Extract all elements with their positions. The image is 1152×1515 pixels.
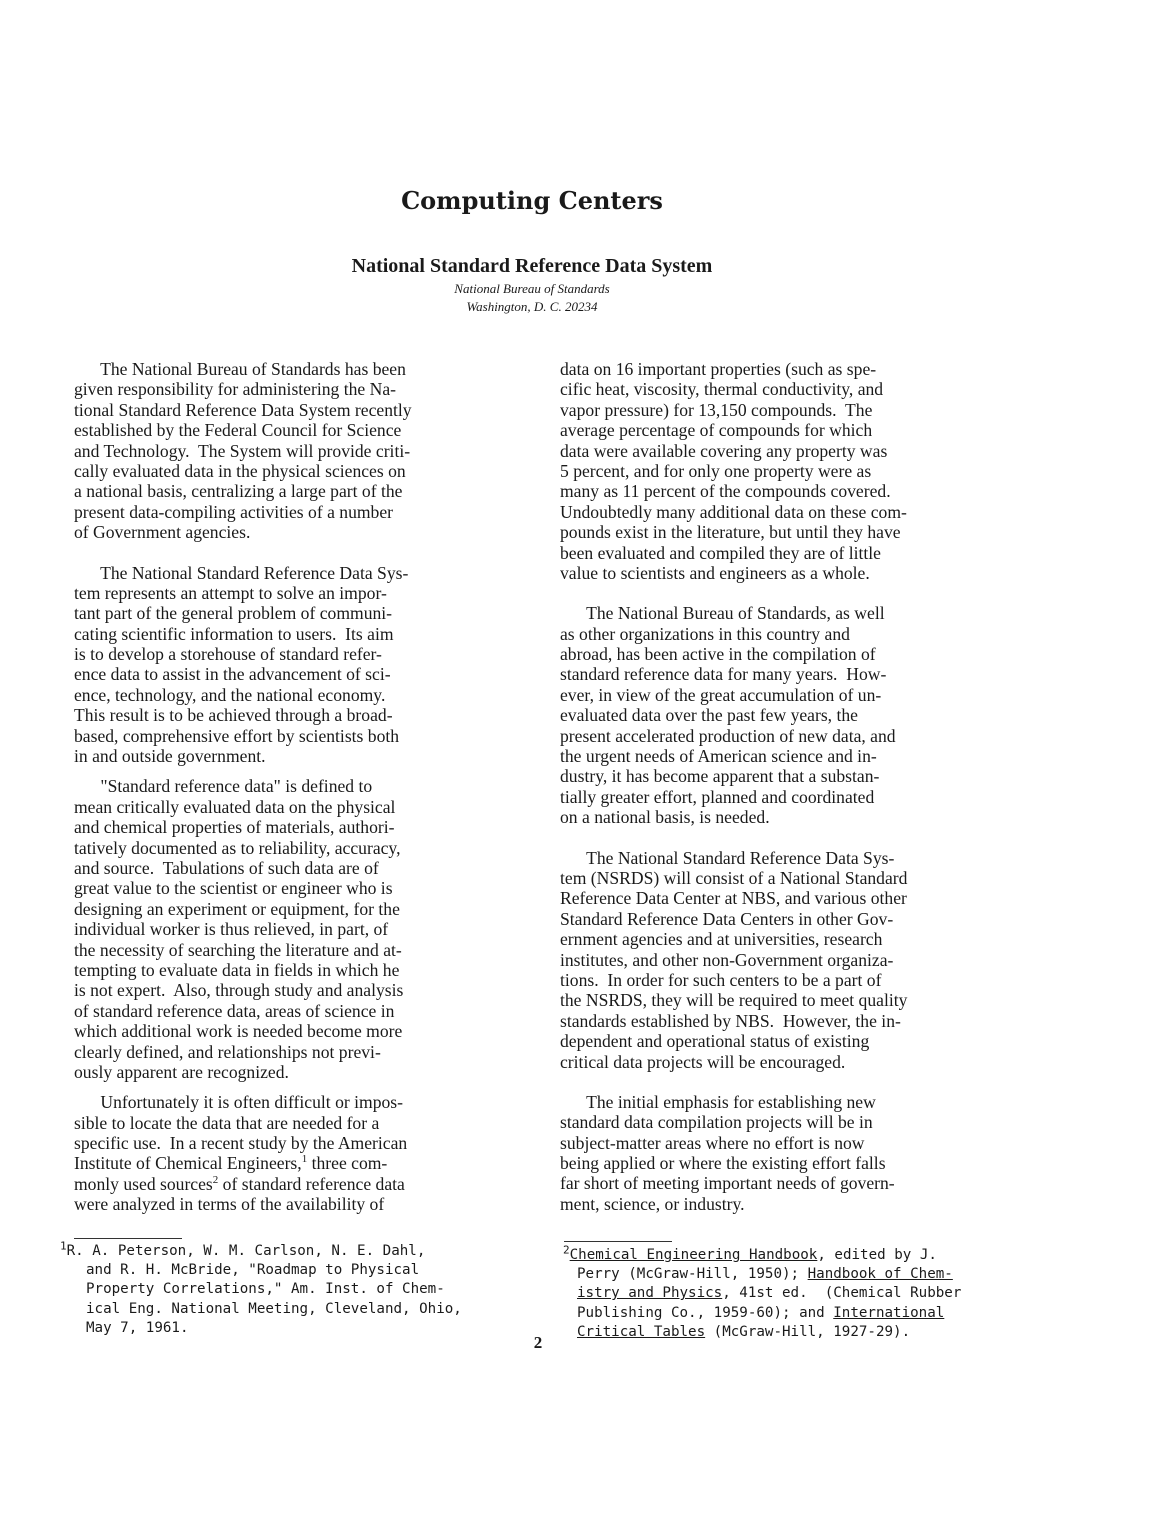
text-line: the NSRDS, they will be required to meet quality bbox=[560, 990, 908, 1011]
text-fragment: Publishing Co., 1959-60); and bbox=[577, 1304, 834, 1321]
text-fragment: Perry (McGraw-Hill, 1950); bbox=[577, 1266, 808, 1283]
text-line: Reference Data Center at NBS, and various other bbox=[560, 888, 907, 909]
text-line: tempting to evaluate data in fields in which he bbox=[74, 959, 400, 980]
paragraph bbox=[560, 359, 1010, 583]
text-line: tant part of the general problem of communi- bbox=[74, 603, 393, 624]
affiliation-address: Washington, D. C. 20234 bbox=[466, 299, 598, 314]
text-fragment: (McGraw-Hill, 1927-29). bbox=[705, 1323, 911, 1340]
text-line: ment, science, or industry. bbox=[560, 1193, 745, 1214]
text-line: The initial emphasis for establishing new bbox=[560, 1091, 876, 1112]
text-line: pounds exist in the literature, but until they have bbox=[560, 522, 901, 543]
text-line: ever, in view of the great accumulation of un- bbox=[560, 684, 882, 705]
text-line: a national basis, centralizing a large part of the bbox=[74, 481, 403, 502]
section-title: National Standard Reference Data System bbox=[351, 255, 713, 277]
footnote-ref-1[interactable]: 1 bbox=[301, 1153, 308, 1166]
paragraph bbox=[74, 1092, 520, 1214]
text-line: and source. Tabulations of such data are of bbox=[74, 857, 379, 878]
text-line: The National Bureau of Standards has been bbox=[74, 359, 406, 379]
text-line: given responsibility for administering the Na- bbox=[74, 379, 396, 400]
text-line: cating scientific information to users. Its aim bbox=[74, 623, 394, 644]
text-line: is to develop a storehouse of standard refer- bbox=[74, 644, 382, 665]
text-line bbox=[563, 1265, 1003, 1284]
text-line: and chemical properties of materials, authori- bbox=[74, 817, 395, 838]
paragraph bbox=[560, 1092, 1010, 1214]
text-line: The National Standard Reference Data Sys- bbox=[560, 847, 895, 868]
paragraph bbox=[74, 359, 520, 543]
text-line: 5 percent, and for only one property were as bbox=[560, 460, 872, 481]
text-line: vapor pressure) for 13,150 compounds. The bbox=[560, 399, 873, 420]
paragraph bbox=[560, 848, 1010, 1072]
text-line: and Technology. The System will provide criti- bbox=[74, 440, 411, 461]
text-line: many as 11 percent of the compounds covered. bbox=[560, 481, 891, 502]
text-line: tional Standard Reference Data System recently bbox=[74, 399, 412, 420]
text-line bbox=[563, 1304, 1003, 1323]
text-line: were analyzed in terms of the availability of bbox=[74, 1194, 385, 1215]
text-line: the necessity of searching the literature and at- bbox=[74, 939, 402, 960]
text-line: subject-matter areas where no effort is now bbox=[560, 1132, 865, 1153]
text-line: of Government agencies. bbox=[74, 522, 251, 543]
text-line: abroad, has been active in the compilation of bbox=[560, 644, 876, 665]
text-fragment: of standard reference data bbox=[218, 1173, 405, 1194]
text-line: dustry, it has become apparent that a substan- bbox=[560, 766, 880, 787]
citation-title: Chemical Engineering Handbook bbox=[569, 1247, 818, 1263]
footnote-ref-2[interactable]: 2 bbox=[212, 1173, 219, 1186]
text-line: dependent and operational status of existing bbox=[560, 1031, 870, 1052]
text-line: based, comprehensive effort by scientists both bbox=[74, 725, 400, 746]
text-line: This result is to be achieved through a broad- bbox=[74, 705, 393, 726]
text-line: Unfortunately it is often difficult or impos- bbox=[74, 1092, 404, 1113]
text-line: tem (NSRDS) will consist of a National Standard bbox=[560, 867, 908, 888]
citation-title: International bbox=[833, 1304, 945, 1321]
text-line: tions. In order for such centers to be a part of bbox=[560, 969, 882, 990]
text-fragment: monly used sources bbox=[74, 1173, 213, 1194]
text-line: which additional work is needed become more bbox=[74, 1021, 403, 1042]
text-line: present accelerated production of new data, and bbox=[560, 725, 896, 746]
text-line: tially greater effort, planned and coordinated bbox=[560, 786, 875, 807]
left-column bbox=[74, 359, 520, 1215]
text-fragment: three com- bbox=[307, 1153, 388, 1174]
text-line: critical data projects will be encouraged. bbox=[560, 1051, 846, 1072]
text-line bbox=[563, 1284, 1003, 1303]
affiliation-organization: National Bureau of Standards bbox=[454, 281, 610, 296]
text-line: data on 16 important properties (such as spe- bbox=[560, 359, 877, 379]
text-line: as other organizations in this country and bbox=[560, 623, 850, 644]
text-line bbox=[60, 1239, 530, 1261]
text-line: individual worker is thus relieved, in part, of bbox=[74, 919, 389, 940]
citation-title: Handbook of Chem- bbox=[807, 1266, 953, 1283]
text-line: great value to the scientist or engineer who is bbox=[74, 878, 393, 899]
text-line: average percentage of compounds for which bbox=[560, 420, 873, 441]
text-line: The National Standard Reference Data Sys- bbox=[74, 562, 409, 583]
text-fragment: , edited by J. bbox=[817, 1247, 937, 1263]
text-line: is not expert. Also, through study and analysis bbox=[74, 980, 404, 1001]
text-line: sible to locate the data that are needed for a bbox=[74, 1112, 380, 1133]
text-line: Property Correlations," Am. Inst. of Chem- bbox=[86, 1281, 445, 1298]
text-fragment: Institute of Chemical Engineers, bbox=[74, 1153, 302, 1174]
citation-title: Critical Tables bbox=[577, 1323, 706, 1340]
text-line bbox=[74, 1153, 520, 1173]
page-title: Computing Centers bbox=[401, 186, 663, 215]
text-line: ously apparent are recognized. bbox=[74, 1061, 289, 1082]
text-line: evaluated data over the past few years, the bbox=[560, 705, 858, 726]
paragraph bbox=[74, 776, 520, 1082]
text-line: standard reference data for many years. How- bbox=[560, 664, 887, 685]
text-line: present data-compiling activities of a number bbox=[74, 501, 394, 522]
text-line: being applied or where the existing effort falls bbox=[560, 1153, 886, 1174]
text-line: tem represents an attempt to solve an impor- bbox=[74, 582, 387, 603]
text-line: of standard reference data, areas of science in bbox=[74, 1000, 395, 1021]
paragraph bbox=[560, 603, 1010, 827]
text-line: and R. H. McBride, "Roadmap to Physical bbox=[86, 1262, 420, 1279]
text-line: in and outside government. bbox=[74, 746, 266, 767]
text-line bbox=[563, 1243, 1003, 1265]
text-line: mean critically evaluated data on the physical bbox=[74, 796, 396, 817]
text-line: Undoubtedly many additional data on these com- bbox=[560, 501, 907, 522]
text-line bbox=[74, 1174, 520, 1194]
footnote-divider bbox=[74, 1238, 182, 1239]
text-fragment: , 41st ed. (Chemical Rubber bbox=[722, 1285, 962, 1302]
text-line: standard data compilation projects will be in bbox=[560, 1112, 873, 1133]
text-fragment: R. A. Peterson, W. M. Carlson, N. E. Dahl, bbox=[66, 1243, 426, 1259]
text-line: ical Eng. National Meeting, Cleveland, Ohio, bbox=[86, 1300, 462, 1317]
page-number: 2 bbox=[533, 1333, 543, 1352]
text-line: "Standard reference data" is defined to bbox=[74, 776, 373, 797]
text-line: institutes, and other non-Government organiza- bbox=[560, 949, 894, 970]
text-line: the urgent needs of American science and in- bbox=[560, 746, 877, 767]
text-line: designing an experiment or equipment, for the bbox=[74, 898, 400, 919]
footnote-divider bbox=[564, 1241, 672, 1242]
footnote-marker: 1 bbox=[60, 1239, 67, 1253]
text-line: cally evaluated data in the physical sciences on bbox=[74, 460, 406, 481]
text-line: standards established by NBS. However, the in- bbox=[560, 1010, 901, 1031]
text-line: on a national basis, is needed. bbox=[560, 807, 770, 828]
citation-title: istry and Physics bbox=[577, 1285, 723, 1302]
text-line: clearly defined, and relationships not previ- bbox=[74, 1041, 381, 1062]
text-line: The National Bureau of Standards, as well bbox=[560, 603, 885, 624]
text-line: data were available covering any property was bbox=[560, 440, 888, 461]
text-line: value to scientists and engineers as a whole. bbox=[560, 562, 870, 583]
text-line: established by the Federal Council for Science bbox=[74, 420, 402, 441]
footnote-2 bbox=[563, 1243, 1003, 1342]
text-line: tatively documented as to reliability, accuracy, bbox=[74, 837, 401, 858]
text-line: ence data to assist in the advancement of sci- bbox=[74, 664, 391, 685]
text-line: far short of meeting important needs of govern- bbox=[560, 1173, 895, 1194]
text-line: ence, technology, and the national economy. bbox=[74, 684, 386, 705]
right-column bbox=[560, 359, 1010, 1214]
text-line: been evaluated and compiled they are of little bbox=[560, 542, 881, 563]
text-line: ernment agencies and at universities, research bbox=[560, 929, 883, 950]
text-line: May 7, 1961. bbox=[86, 1319, 189, 1336]
text-line: specific use. In a recent study by the American bbox=[74, 1133, 408, 1154]
paragraph bbox=[74, 563, 520, 767]
text-line: Standard Reference Data Centers in other Gov- bbox=[560, 908, 894, 929]
footnote-marker: 2 bbox=[563, 1243, 570, 1257]
footnote-1 bbox=[60, 1239, 530, 1338]
text-line: cific heat, viscosity, thermal conductivity, and bbox=[560, 379, 884, 400]
